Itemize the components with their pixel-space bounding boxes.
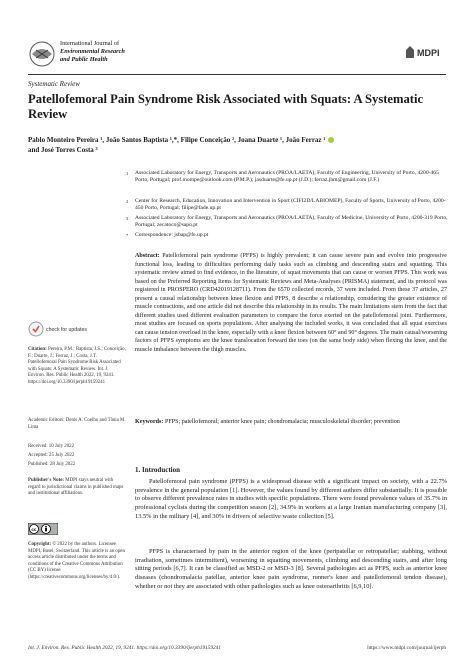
mdpi-logo[interactable]: [404, 44, 446, 62]
abstract-text: Patellofemoral pain syndrome (PFPS) is highly prevalent; it can cause severe pain and evolve into progressive functional loss, leading to difficulties performing daily tasks such as climbing and descending stairs and squatting. This systematic review aimed to find evidence, in the literature, of squat movements that can cause or worsen PFPS. This work was based on the Preferred Reporting Items for Systematic Reviews and Meta-Analyses (PRISMA) statement, and its protocol was registered in PROSPERO (CRD42019128711). From the 6570 collected records, 37 were included. From these 37 articles, 27 present a causal relationship between knee flexion and PFPS, 8 describe a relationship, considering the greater existence of muscle contractions, and one article did not describe this relationship in its results. The main limitations stem from the fact that different studies used different evaluation parameters to compare the force exerted on the patellofemoral joint. Furthermore, most studies are focused on sports populations. After analysing the included works, it was concluded that all squat exercises can cause tension overload in the knee, especially with a knee flexion between 60° and 90° degrees. The main causal/worsening factors of PFPS symptoms are the knee translocation forward the toes (on the same body side) when flexing the knee, and the muscle imbalance between the thigh muscles.: [135, 253, 447, 353]
mdpi-logo-text: MDPI: [417, 48, 440, 58]
accepted-date: Accepted: 25 July 2022: [28, 453, 75, 458]
authors-line1-text: Pablo Monteiro Pereira ¹, João Santos Baptista ¹,*, Filipe Conceição ², Joana Duarte ¹, João Ferraz ¹: [28, 136, 326, 144]
footer-journal-link[interactable]: https://www.mdpi.com/journal/ijerph: [367, 645, 446, 651]
check-for-updates-badge[interactable]: [28, 318, 88, 340]
intro-paragraph-2: PFPS is characterised by pain in the anterior region of the knee (peripatellar or retropatellar; stabbing, without irradiation, sometimes intermittent), worsening in squatting movements, climbing and descending stairs, and after long sitting periods [6,7]. It can be classified as MSD-2 or MSD-3 [8]. Several pathologies act as PFPS, such as anterior knee diseases (chondromalacia patellae, anterior knee pain syndrome, runner's knee and patellofemoral tendon disease), whether or not they are associated with other pathologies such as knee osteoarthritis [6,9,10].: [135, 548, 447, 590]
publisher-note-label: Publisher's Note:: [28, 478, 64, 483]
journal-name[interactable]: [60, 40, 220, 64]
keywords-label: Keywords:: [135, 419, 164, 425]
article-type: Systematic Review: [28, 80, 80, 88]
abstract-label: Abstract:: [135, 253, 160, 259]
article-title: Patellofemoral Pain Syndrome Risk Associated with Squats: A Systematic Review: [28, 92, 424, 121]
intro-paragraph-1: Patellofemoral pain syndrome (PFPS) is a widespread disease with a significant impact on society, with a 22.7% prevalence in the general population [1]. However, the values found by different authors differ substantially. It is possible to observe different prevalence rates in studies with specific populations. There were found prevalence values of 35.7% in professional cyclists during the competition season [2], 34.9% in workers at a large Iranian manufacturing company [3], 13.5% in the military [4], and 30% in drivers of selective waste collection [5].: [135, 478, 447, 520]
journal-name-line3: and Public Health: [60, 56, 108, 63]
journal-logo: [28, 40, 56, 68]
authors-line-2: and José Torres Costa ³: [28, 146, 98, 154]
affiliation-2: [126, 198, 449, 213]
citation-block: [28, 347, 126, 387]
journal-name-line2: Environmental Research: [60, 48, 125, 55]
academic-editors-label: Academic Editors:: [28, 418, 65, 423]
published-date: Published: 28 July 2022: [28, 462, 76, 467]
footer-citation: Int. J. Environ. Res. Public Health 2022, 19, 9241. https://doi.org/10.3390/ijerph19159241: [28, 645, 221, 651]
affiliation-3: [126, 215, 449, 230]
correspondence: [126, 232, 449, 239]
affiliation-number: 3: [126, 216, 129, 221]
keywords-text: PFPS; patellofemoral; anterior knee pain; chondromalacia; musculoskeletal disorder; prevention: [164, 419, 400, 425]
copyright-label: Copyright:: [28, 542, 52, 547]
cc-by-license-icon[interactable]: [28, 523, 58, 535]
citation-label: Citation:: [28, 347, 47, 352]
affiliation-1: [126, 170, 449, 185]
publisher-note-text: MDPI stays neutral with regard to jurisdictional claims in published maps and institutional affiliations.: [28, 478, 124, 497]
author-list: [28, 135, 448, 155]
svg-text:cc: cc: [31, 526, 37, 532]
citation-text: Pereira, P.M.; Baptista, J.S.; Conceição, F.; Duarte, J.; Ferraz, J.; Costa, J.T. Patellofemoral Pain Syndrome Risk Associated with Squats: A Systematic Review. Int. J. Environ. Res. Public Health 2022, 19, 9241. https://doi.org/10.3390/ijerph19159241: [28, 347, 126, 385]
publisher-note: [28, 478, 126, 498]
received-date: Received: 10 July 2022: [28, 444, 75, 449]
affiliation-number: *: [126, 233, 129, 238]
affiliation-number: 1: [126, 171, 129, 176]
section-heading-introduction: 1. Introduction: [135, 466, 180, 474]
copyright-text: © 2022 by the authors. Licensee MDPI, Basel, Switzerland. This article is an open access article distributed under the terms and conditions of the Creative Commons Attribution (CC BY) license (https://creativecommons.org/licenses/by/4.0/).: [28, 542, 125, 580]
journal-name-line1: International Journal of: [60, 40, 120, 47]
academic-editors: [28, 418, 126, 431]
academic-editors-text: Denis A. Coelho and Tânia M. Lima: [28, 418, 126, 430]
keywords: [135, 418, 447, 427]
authors-line-1: [28, 135, 448, 145]
header-divider: [28, 74, 446, 75]
affiliation-text: Associated Laboratory for Energy, Transports and Aeronautics (PROA/LAETA), Faculty of Medicine, University of Porto, 4200-319 Porto, Portugal; zecatoco@sapo.pt: [135, 215, 448, 229]
page-footer: [28, 645, 446, 651]
check-updates-label: check for updates: [46, 327, 87, 333]
abstract: [135, 252, 447, 354]
correspondence-text[interactable]: Correspondence: jsbap@fe.up.pt: [135, 232, 209, 238]
affiliation-number: 2: [126, 199, 129, 204]
affiliation-text: Center for Research, Education, Innovation and Intervention in Sport (CIFI2D/LABIOMEP), Faculty of Sports, University of Porto, 4200-450 Porto, Portugal; filipe@fade.up.pt: [135, 198, 446, 212]
affiliation-text: Associated Laboratory for Energy, Transports and Aeronautics (PROA/LAETA), Faculty of Engineering, University of Porto, 4200-465 Porto, Portugal; prof.mompe@outlook.com (P.M.P.); jasduarte@fe.up.pt (J.D.); ferraz.jhm@gmail.com (J.F.): [135, 170, 439, 184]
copyright-block: [28, 542, 126, 582]
orcid-icon[interactable]: [328, 137, 334, 143]
